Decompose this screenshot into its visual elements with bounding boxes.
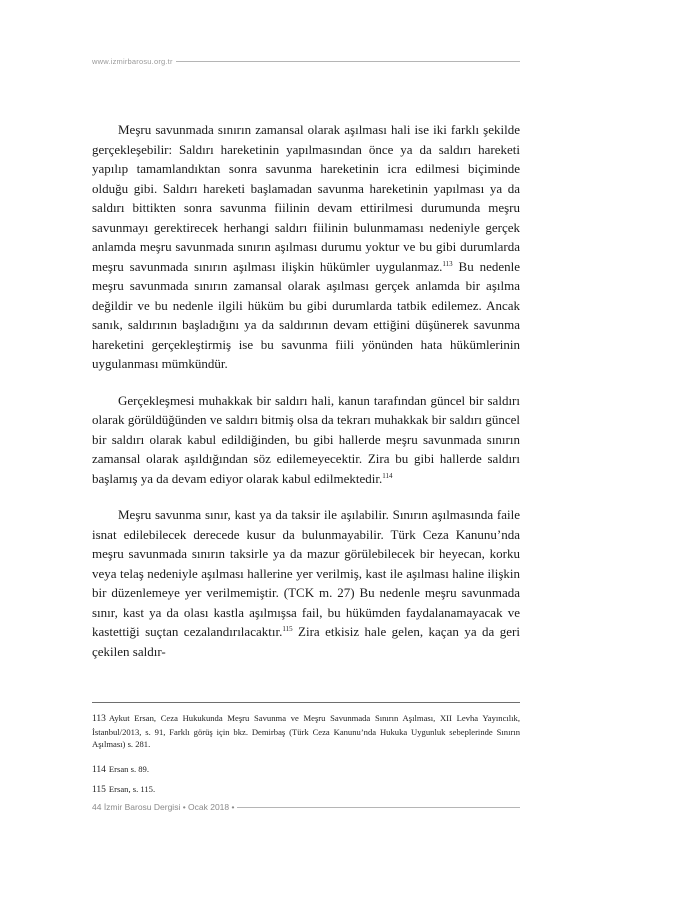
paragraph-3-text-cont: Zira etkisiz hale gelen, kaçan ya da geri çekilen saldır- (92, 624, 520, 659)
paragraph-2 (92, 391, 520, 489)
page-header (92, 55, 520, 67)
footnote-number: 115 (92, 785, 106, 795)
footnote-number: 114 (92, 765, 106, 775)
paragraph-1-text-cont: Bu nedenle meşru savunmada sınırın zamansal olarak aşılması gerçek anlamda bir aşılma değildir ve bu nedenle ilgili hüküm bu gibi durumlarda tatbik edilemez. Ancak sanık, saldırının başladığını ya da saldırının devam ettiğini düşünerek savunma hareketini gerçekleştirmiş ise bu savunma fiili yönünden hata hükümlerinin uygulanması mümkündür. (92, 258, 521, 371)
paragraph-3-text: Meşru savunma sınır, kast ya da taksir ile aşılabilir. Sınırın aşılmasında faile isnat edilebilecek derecede kusur da bulunmayabilir. Türk Ceza Kanunu’nda meşru savunmada sınırın taksirle ya da mazur görülebilecek bir heyecan, korku veya telaş nedeniyle aşılması hallerine yer verilmiş, kast ile aşılması haline ilişkin bir düzenlemeye yer verilmemiştir. (TCK m. 27) Bu nedenle meşru savunmada sınır, kast ya da olası kastla aşılmışsa fail, bu hükümden faydalanamayacak ve kastettiği suçtan cezalandırılacaktır. (92, 507, 520, 639)
footnote-text: Aykut Ersan, Ceza Hukukunda Meşru Savunma ve Meşru Savunmada Sınırın Aşılması, XII Levha Yayıncılık, İstanbul/2013, s. 91, Farklı görüş için bkz. Demirbaş (Türk Ceza Kanunu’nda Hukuka Uygunluk sebeplerinde Sınırın Aşılması) s. 281. (92, 713, 520, 749)
footnote-ref-114: 114 (382, 471, 393, 480)
footnote-113 (92, 712, 520, 751)
paragraph-1-text: Meşru savunmada sınırın zamansal olarak aşılması hali ise iki farklı şekilde gerçekleşebilir: Saldırı hareketinin yapılmasından önce ya da saldırı hareketi yapılıp tamamlandıktan sonra savunma hareketinin icra edilmesi biçiminde olduğu gibi. Saldırı hareketi başlamadan savunma hareketinin yapılması ya da saldırı bittikten sonra savunma fiilinin devam ettirilmesi durumunda meşru savunmayı gerektirecek herhangi saldırı fiilinin bulunmaması nedeniyle gerçek anlamda meşru savunmada sınırın aşılması durumu yoktur ve bu gibi durumlarda meşru savunmada sınırın aşılması ilişkin hükümler uygulanmaz. (92, 122, 520, 274)
paragraph-3 (92, 505, 520, 661)
paragraph-2-text: Gerçekleşmesi muhakkak bir saldırı hali, kanun tarafından güncel bir saldırı olarak görüldüğünden ve saldırı bitmiş olsa da tekrarı muhakkak bir saldırı güncel bir saldırı olarak kabul edildiğinden, bu gibi hallerde meşru savunmada sınırın zamansal olarak aşıldığından söz edilemeyecektir. Zira bu gibi hallerde saldırı başlamış ya da devam ediyor olarak kabul edilmektedir. (92, 392, 520, 486)
header-rule (176, 61, 520, 62)
footnote-text: Ersan, s. 115. (108, 784, 156, 794)
footnote-ref-113: 113 (442, 259, 453, 268)
footer-rule (237, 807, 520, 808)
footnote-divider (92, 702, 520, 703)
body-text (92, 120, 520, 678)
header-url: www.izmirbarosu.org.tr (92, 56, 173, 66)
footnote-115 (92, 783, 520, 797)
footnote-text: Ersan s. 89. (108, 764, 150, 774)
page-footer (92, 800, 520, 814)
footer-text: 44 İzmir Barosu Dergisi • Ocak 2018 • (92, 802, 235, 812)
footnote-114 (92, 763, 520, 777)
footnote-ref-115: 115 (282, 625, 293, 633)
footnote-number: 113 (92, 714, 106, 724)
paragraph-1 (92, 120, 520, 374)
